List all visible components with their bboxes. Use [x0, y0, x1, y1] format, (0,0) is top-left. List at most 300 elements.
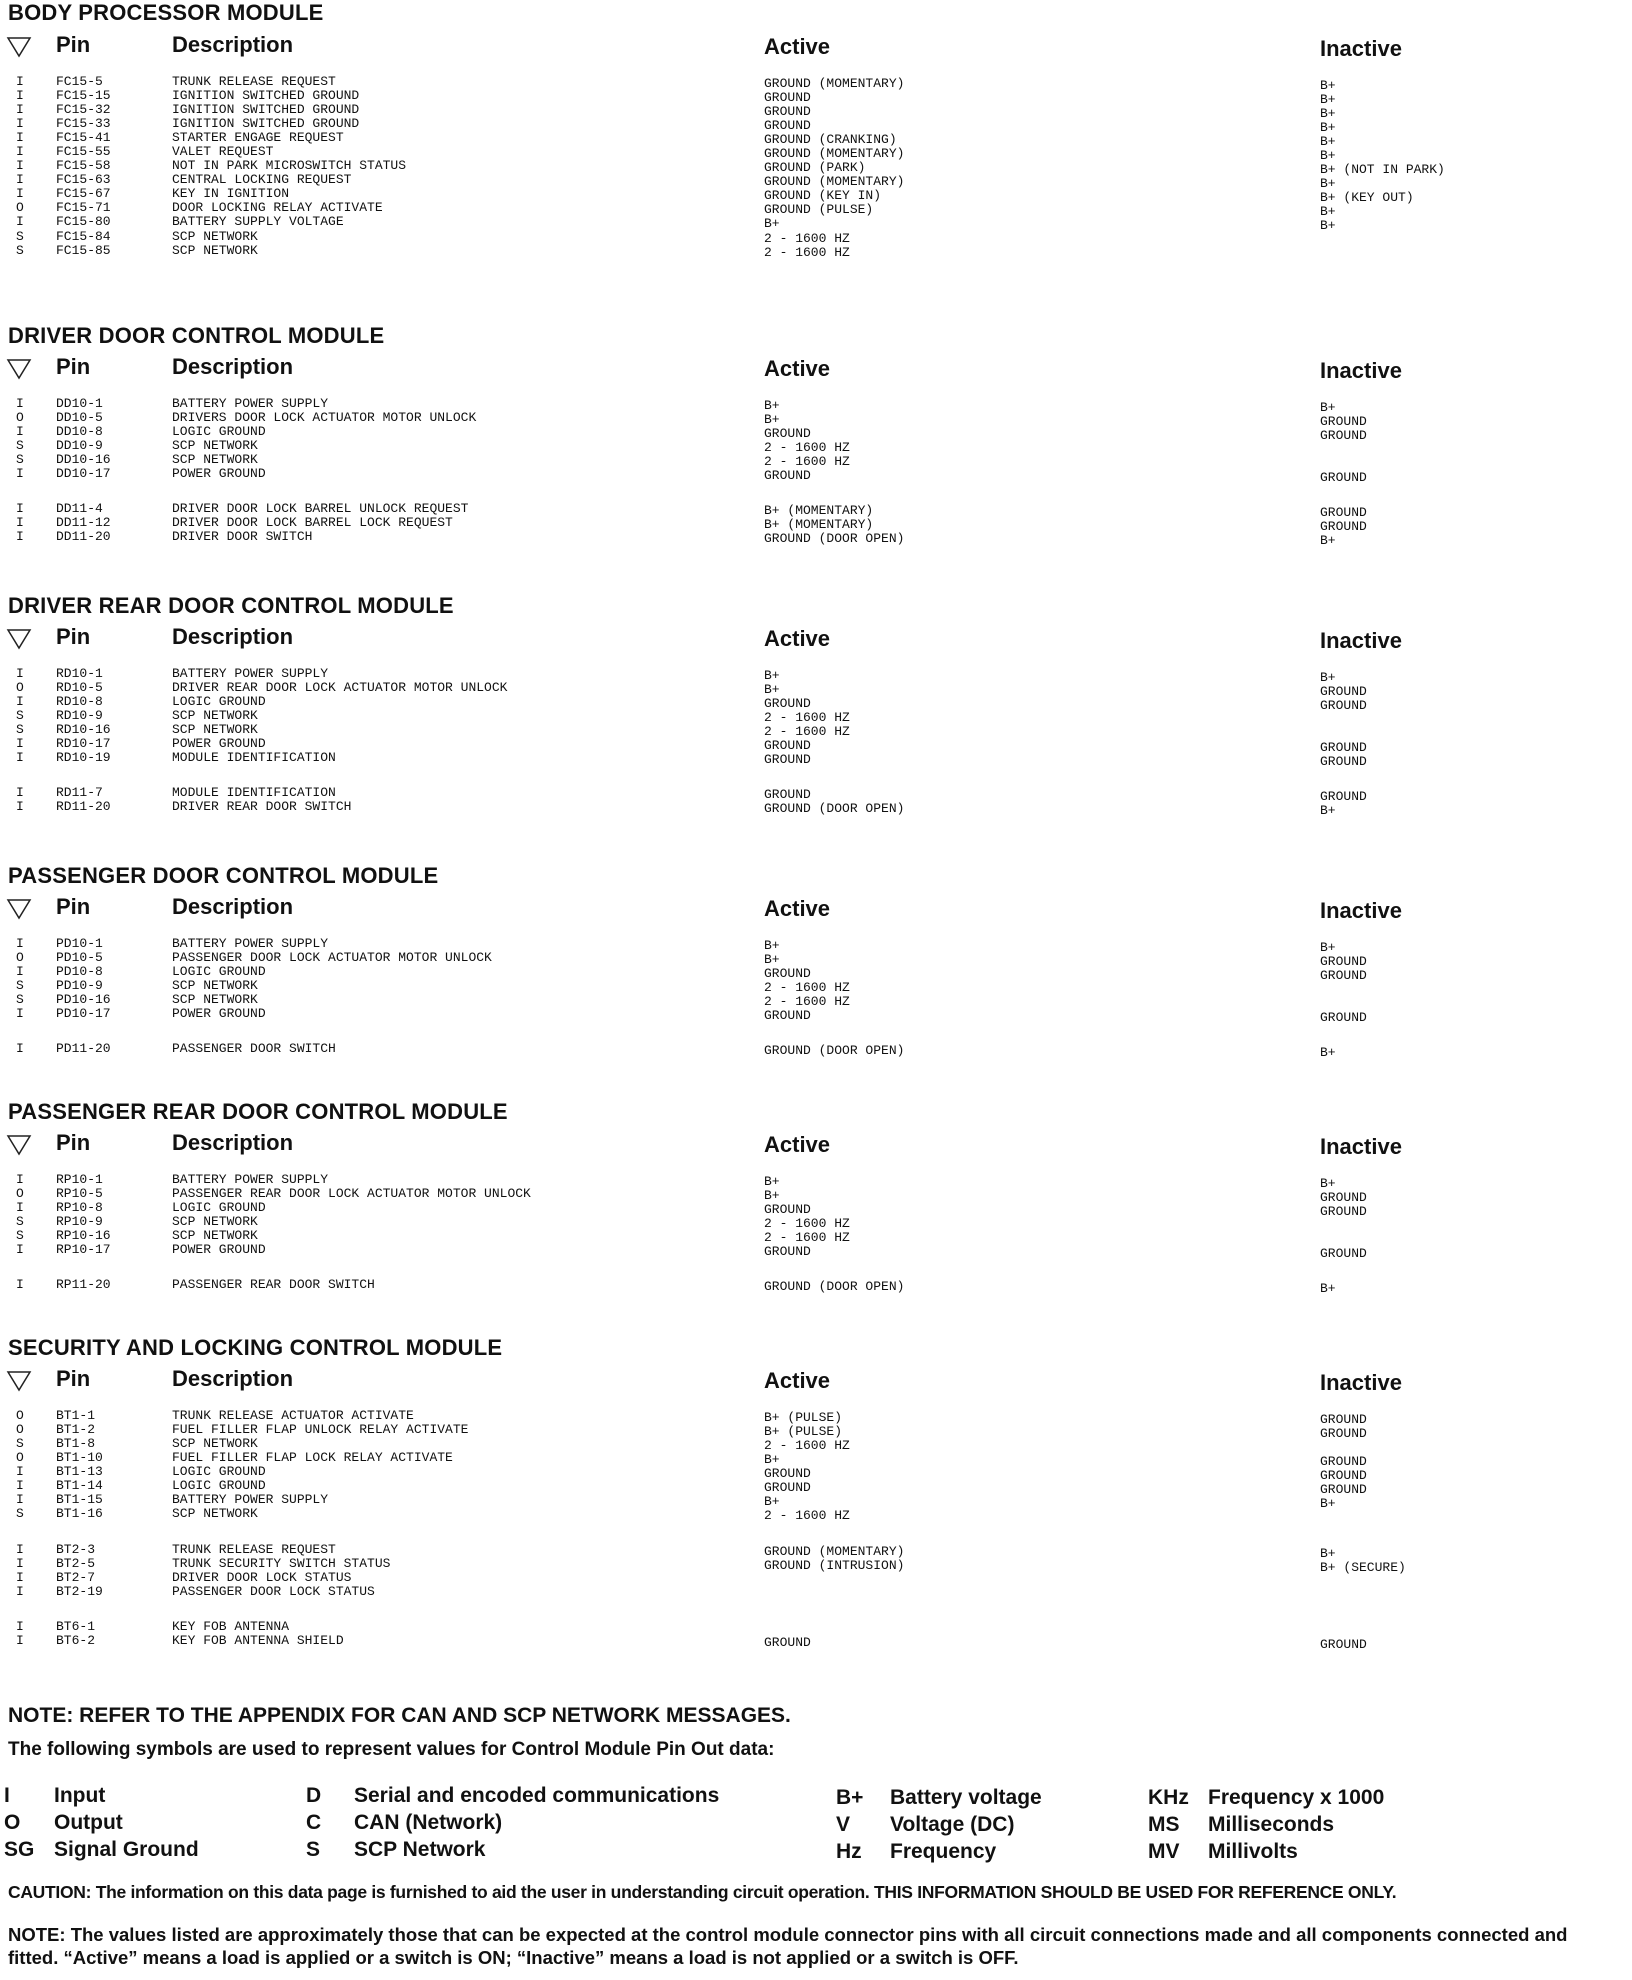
inactive-value: B+ — [1320, 106, 1336, 121]
pin-id: BT1-8 — [56, 1436, 96, 1451]
active-value: GROUND (MOMENTARY) — [764, 76, 905, 91]
pin-description: FUEL FILLER FLAP UNLOCK RELAY ACTIVATE — [172, 1422, 469, 1437]
section-title: PASSENGER REAR DOOR CONTROL MODULE — [8, 1099, 508, 1124]
legend-meaning: Frequency — [890, 1840, 997, 1863]
pin-description: IGNITION SWITCHED GROUND — [172, 102, 360, 117]
table-row — [0, 749, 1500, 769]
io-code: I — [16, 1492, 24, 1507]
pin-id: PD10-9 — [56, 978, 103, 993]
caution-note: CAUTION: The information on this data page is furnished to aid the user in understanding circuit operation. THIS INFORMATION SHOULD BE USED FOR REFERENCE ONLY. — [8, 1882, 1397, 1902]
inactive-value: GROUND — [1320, 954, 1367, 969]
pin-id: BT2-3 — [56, 1542, 96, 1557]
appendix-note: NOTE: REFER TO THE APPENDIX FOR CAN AND SCP NETWORK MESSAGES. — [8, 1704, 791, 1727]
active-value: GROUND — [764, 118, 811, 133]
pin-id: FC15-32 — [56, 102, 111, 117]
pin-id: RP10-16 — [56, 1228, 111, 1243]
pin-id: RD11-7 — [56, 785, 103, 800]
inactive-value: B+ — [1320, 670, 1336, 685]
table-row — [0, 1005, 1500, 1025]
table-row — [0, 242, 1500, 259]
pin-id: FC15-33 — [56, 116, 111, 131]
column-header-description: Description — [172, 354, 294, 379]
active-value: GROUND (MOMENTARY) — [764, 174, 905, 189]
pin-id: FC15-85 — [56, 243, 111, 258]
active-value: GROUND — [764, 468, 811, 483]
io-code: S — [16, 708, 24, 723]
io-code: I — [16, 1200, 24, 1215]
table-row — [0, 1241, 1500, 1261]
section-title: DRIVER DOOR CONTROL MODULE — [8, 323, 385, 348]
active-value: 2 - 1600 HZ — [764, 1230, 850, 1245]
pin-id: BT6-1 — [56, 1619, 96, 1634]
pin-id: DD10-8 — [56, 424, 103, 439]
io-code: O — [16, 1186, 24, 1201]
io-code: I — [16, 186, 24, 201]
legend-meaning: CAN (Network) — [354, 1811, 503, 1834]
pin-description: LOGIC GROUND — [172, 1464, 266, 1479]
io-code: I — [16, 785, 24, 800]
inactive-value: GROUND — [1320, 789, 1367, 804]
io-code: O — [16, 950, 24, 965]
inactive-value: B+ — [1320, 533, 1336, 548]
active-value: B+ — [764, 1452, 780, 1467]
io-code: I — [16, 750, 24, 765]
io-code: S — [16, 978, 24, 993]
active-value: GROUND — [764, 966, 811, 981]
legend-code: C — [306, 1811, 322, 1834]
pin-description: DRIVERS DOOR LOCK ACTUATOR MOTOR UNLOCK — [172, 410, 477, 425]
column-header-inactive: Inactive — [1320, 898, 1402, 923]
io-direction-icon — [6, 358, 34, 380]
io-code: S — [16, 1214, 24, 1229]
pin-id: RD10-9 — [56, 708, 103, 723]
pin-description: TRUNK RELEASE REQUEST — [172, 74, 336, 89]
io-code: I — [16, 1556, 24, 1571]
legend-code: D — [306, 1784, 322, 1807]
pin-id: RP10-17 — [56, 1242, 111, 1257]
inactive-value: B+ (SECURE) — [1320, 1560, 1406, 1575]
pin-description: DRIVER DOOR SWITCH — [172, 529, 313, 544]
pin-id: FC15-71 — [56, 200, 111, 215]
active-value: GROUND — [764, 696, 811, 711]
legend-meaning: Signal Ground — [54, 1838, 199, 1861]
io-code: I — [16, 88, 24, 103]
pin-description: BATTERY POWER SUPPLY — [172, 396, 329, 411]
active-value: B+ (MOMENTARY) — [764, 517, 874, 532]
legend-code: O — [4, 1811, 21, 1834]
io-direction-icon — [6, 1134, 34, 1156]
inactive-value: GROUND — [1320, 1454, 1367, 1469]
pin-description: POWER GROUND — [172, 466, 266, 481]
io-code: I — [16, 1633, 24, 1648]
pin-id: DD10-17 — [56, 466, 111, 481]
legend-code: B+ — [836, 1786, 864, 1809]
column-header-active: Active — [764, 1132, 831, 1157]
pin-description: PASSENGER REAR DOOR SWITCH — [172, 1277, 375, 1292]
legend-code: MS — [1148, 1813, 1180, 1836]
legend-meaning: Voltage (DC) — [890, 1813, 1015, 1836]
inactive-value: B+ — [1320, 218, 1336, 233]
pin-id: PD10-1 — [56, 936, 103, 951]
pin-id: RD10-5 — [56, 680, 103, 695]
io-direction-icon — [6, 36, 34, 58]
io-code: I — [16, 1242, 24, 1257]
io-code: I — [16, 74, 24, 89]
active-value: B+ — [764, 938, 780, 953]
column-header-description: Description — [172, 894, 294, 919]
pin-id: BT1-13 — [56, 1464, 103, 1479]
io-direction-icon — [6, 628, 34, 650]
section-title: BODY PROCESSOR MODULE — [8, 0, 324, 25]
io-code: I — [16, 1619, 24, 1634]
pin-id: RP10-1 — [56, 1172, 103, 1187]
pin-description: LOGIC GROUND — [172, 1200, 266, 1215]
active-value: GROUND — [764, 752, 811, 767]
active-value: GROUND (PULSE) — [764, 202, 874, 217]
pin-description: POWER GROUND — [172, 1242, 266, 1257]
legend-code: SG — [4, 1838, 35, 1861]
active-value: GROUND — [764, 104, 811, 119]
io-code: I — [16, 158, 24, 173]
io-code: S — [16, 992, 24, 1007]
pin-id: RD10-8 — [56, 694, 103, 709]
pin-description: POWER GROUND — [172, 1006, 266, 1021]
active-value: B+ (MOMENTARY) — [764, 503, 874, 518]
io-code: I — [16, 1570, 24, 1585]
active-value: 2 - 1600 HZ — [764, 1216, 850, 1231]
io-code: O — [16, 200, 24, 215]
pin-id: DD11-4 — [56, 501, 103, 516]
column-header-active: Active — [764, 626, 831, 651]
pin-id: DD10-1 — [56, 396, 103, 411]
table-row — [0, 1276, 1500, 1296]
pin-id: DD10-5 — [56, 410, 103, 425]
io-direction-icon — [6, 1370, 34, 1392]
io-code: O — [16, 1422, 24, 1437]
pin-id: BT1-15 — [56, 1492, 103, 1507]
inactive-value: B+ — [1320, 120, 1336, 135]
io-code: S — [16, 1506, 24, 1521]
pin-id: BT2-7 — [56, 1570, 96, 1585]
inactive-value: B+ — [1320, 176, 1336, 191]
io-code: I — [16, 396, 24, 411]
inactive-value: GROUND — [1320, 740, 1367, 755]
column-header-pin: Pin — [56, 624, 91, 649]
inactive-value: B+ (KEY OUT) — [1320, 190, 1414, 205]
active-value: B+ — [764, 1188, 780, 1203]
inactive-value: GROUND — [1320, 1426, 1367, 1441]
pin-description: TRUNK SECURITY SWITCH STATUS — [172, 1556, 391, 1571]
column-header-description: Description — [172, 32, 294, 57]
pin-description: SCP NETWORK — [172, 438, 258, 453]
inactive-value: GROUND — [1320, 1204, 1367, 1219]
inactive-value: GROUND — [1320, 754, 1367, 769]
pin-description: SCP NETWORK — [172, 243, 258, 258]
column-header-inactive: Inactive — [1320, 1370, 1402, 1395]
io-code: I — [16, 1172, 24, 1187]
active-value: 2 - 1600 HZ — [764, 994, 850, 1009]
pin-id: BT1-10 — [56, 1450, 103, 1465]
section-title: PASSENGER DOOR CONTROL MODULE — [8, 863, 439, 888]
legend-code: Hz — [836, 1840, 862, 1863]
legend-meaning: SCP Network — [354, 1838, 486, 1861]
legend-meaning: Milliseconds — [1208, 1813, 1335, 1836]
inactive-value: GROUND — [1320, 1010, 1367, 1025]
active-value: GROUND — [764, 1466, 811, 1481]
table-row — [0, 465, 1500, 485]
pin-id: RD10-17 — [56, 736, 111, 751]
inactive-value: B+ — [1320, 1281, 1336, 1296]
inactive-value: B+ (NOT IN PARK) — [1320, 162, 1445, 177]
pin-description: NOT IN PARK MICROSWITCH STATUS — [172, 158, 407, 173]
column-header-active: Active — [764, 896, 831, 921]
column-header-inactive: Inactive — [1320, 628, 1402, 653]
inactive-value: B+ — [1320, 204, 1336, 219]
active-value: GROUND — [764, 90, 811, 105]
pin-id: BT6-2 — [56, 1633, 96, 1648]
io-code: S — [16, 452, 24, 467]
column-header-pin: Pin — [56, 1366, 91, 1391]
active-value: 2 - 1600 HZ — [764, 980, 850, 995]
active-value: GROUND (PARK) — [764, 160, 866, 175]
inactive-value: B+ — [1320, 1176, 1336, 1191]
io-code: I — [16, 1542, 24, 1557]
io-code: O — [16, 1450, 24, 1465]
column-header-pin: Pin — [56, 894, 91, 919]
column-header-active: Active — [764, 356, 831, 381]
pin-description: SCP NETWORK — [172, 229, 258, 244]
io-code: I — [16, 214, 24, 229]
active-value: GROUND (MOMENTARY) — [764, 146, 905, 161]
column-header-inactive: Inactive — [1320, 1134, 1402, 1159]
inactive-value: B+ — [1320, 803, 1336, 818]
pin-description: IGNITION SWITCHED GROUND — [172, 88, 360, 103]
pin-description: SCP NETWORK — [172, 708, 258, 723]
pin-description: POWER GROUND — [172, 736, 266, 751]
inactive-value: GROUND — [1320, 1468, 1367, 1483]
io-code: I — [16, 116, 24, 131]
pin-id: FC15-15 — [56, 88, 111, 103]
io-code: I — [16, 1277, 24, 1292]
io-code: I — [16, 936, 24, 951]
active-value: B+ — [764, 398, 780, 413]
pin-description: MODULE IDENTIFICATION — [172, 750, 336, 765]
pin-id: DD11-12 — [56, 515, 111, 530]
io-code: I — [16, 144, 24, 159]
active-value: GROUND (MOMENTARY) — [764, 1544, 905, 1559]
active-value: B+ — [764, 1174, 780, 1189]
pin-description: SCP NETWORK — [172, 978, 258, 993]
inactive-value: GROUND — [1320, 414, 1367, 429]
inactive-value: B+ — [1320, 134, 1336, 149]
pin-description: PASSENGER REAR DOOR LOCK ACTUATOR MOTOR UNLOCK — [172, 1186, 531, 1201]
active-value: B+ — [764, 668, 780, 683]
pin-id: RD10-1 — [56, 666, 103, 681]
active-value: GROUND — [764, 1008, 811, 1023]
active-value: 2 - 1600 HZ — [764, 245, 850, 260]
io-code: S — [16, 229, 24, 244]
pin-id: BT1-16 — [56, 1506, 103, 1521]
active-value: GROUND — [764, 1202, 811, 1217]
io-code: I — [16, 666, 24, 681]
pin-description: DOOR LOCKING RELAY ACTIVATE — [172, 200, 383, 215]
pin-description: FUEL FILLER FLAP LOCK RELAY ACTIVATE — [172, 1450, 453, 1465]
pin-id: RP10-5 — [56, 1186, 103, 1201]
pin-description: STARTER ENGAGE REQUEST — [172, 130, 344, 145]
active-value: 2 - 1600 HZ — [764, 724, 850, 739]
active-value: GROUND (DOOR OPEN) — [764, 1279, 905, 1294]
io-code: I — [16, 1006, 24, 1021]
active-value: B+ (PULSE) — [764, 1424, 843, 1439]
pin-id: FC15-58 — [56, 158, 111, 173]
inactive-value: GROUND — [1320, 505, 1367, 520]
active-value: B+ — [764, 1494, 780, 1509]
pin-description: TRUNK RELEASE ACTUATOR ACTIVATE — [172, 1408, 414, 1423]
pin-description: LOGIC GROUND — [172, 964, 266, 979]
inactive-value: GROUND — [1320, 698, 1367, 713]
pin-description: LOGIC GROUND — [172, 1478, 266, 1493]
io-code: I — [16, 172, 24, 187]
inactive-value: B+ — [1320, 1045, 1336, 1060]
pin-description: DRIVER DOOR LOCK BARREL LOCK REQUEST — [172, 515, 453, 530]
pin-id: PD11-20 — [56, 1041, 111, 1056]
pin-description: SCP NETWORK — [172, 1436, 258, 1451]
pin-id: FC15-67 — [56, 186, 111, 201]
pin-description: KEY FOB ANTENNA — [172, 1619, 290, 1634]
pin-description: KEY IN IGNITION — [172, 186, 290, 201]
pin-id: PD10-8 — [56, 964, 103, 979]
inactive-value: GROUND — [1320, 1246, 1367, 1261]
io-code: I — [16, 736, 24, 751]
inactive-value: B+ — [1320, 940, 1336, 955]
io-code: I — [16, 1041, 24, 1056]
pin-id: FC15-84 — [56, 229, 111, 244]
io-code: O — [16, 680, 24, 695]
active-value: B+ — [764, 952, 780, 967]
active-value: B+ — [764, 216, 780, 231]
io-code: I — [16, 102, 24, 117]
legend-meaning: Millivolts — [1208, 1840, 1298, 1863]
pin-id: BT2-19 — [56, 1584, 103, 1599]
pin-description: KEY FOB ANTENNA SHIELD — [172, 1633, 344, 1648]
pin-description: SCP NETWORK — [172, 992, 258, 1007]
inactive-value: GROUND — [1320, 1637, 1367, 1652]
pin-id: FC15-63 — [56, 172, 111, 187]
inactive-value: GROUND — [1320, 470, 1367, 485]
column-header-inactive: Inactive — [1320, 358, 1402, 383]
pin-description: SCP NETWORK — [172, 722, 258, 737]
pin-description: DRIVER REAR DOOR SWITCH — [172, 799, 352, 814]
pin-id: RP10-9 — [56, 1214, 103, 1229]
table-row — [0, 528, 1500, 548]
active-value: GROUND — [764, 1635, 811, 1650]
symbols-intro: The following symbols are used to represent values for Control Module Pin Out data: — [8, 1739, 775, 1760]
pin-description: BATTERY POWER SUPPLY — [172, 1492, 329, 1507]
active-value: 2 - 1600 HZ — [764, 231, 850, 246]
column-header-active: Active — [764, 34, 831, 59]
pin-description: PASSENGER DOOR SWITCH — [172, 1041, 336, 1056]
io-code: I — [16, 466, 24, 481]
pin-id: BT2-5 — [56, 1556, 96, 1571]
active-value: 2 - 1600 HZ — [764, 710, 850, 725]
legend-code: KHz — [1148, 1786, 1189, 1809]
inactive-value: GROUND — [1320, 428, 1367, 443]
legend-meaning: Input — [54, 1784, 106, 1807]
pin-id: DD11-20 — [56, 529, 111, 544]
pin-description: LOGIC GROUND — [172, 694, 266, 709]
inactive-value: B+ — [1320, 78, 1336, 93]
inactive-value: GROUND — [1320, 968, 1367, 983]
inactive-value: GROUND — [1320, 684, 1367, 699]
active-value: GROUND — [764, 738, 811, 753]
inactive-value: GROUND — [1320, 519, 1367, 534]
pin-description: SCP NETWORK — [172, 1506, 258, 1521]
column-header-description: Description — [172, 1366, 294, 1391]
table-row — [0, 1632, 1500, 1652]
inactive-value: GROUND — [1320, 1190, 1367, 1205]
io-code: I — [16, 130, 24, 145]
pin-id: FC15-55 — [56, 144, 111, 159]
pin-id: PD10-5 — [56, 950, 103, 965]
legend-meaning: Serial and encoded communications — [354, 1784, 720, 1807]
io-code: I — [16, 694, 24, 709]
pin-description: SCP NETWORK — [172, 1214, 258, 1229]
pin-description: DRIVER DOOR LOCK BARREL UNLOCK REQUEST — [172, 501, 469, 516]
column-header-pin: Pin — [56, 1130, 91, 1155]
pin-description: SCP NETWORK — [172, 452, 258, 467]
active-value: GROUND — [764, 426, 811, 441]
pin-id: FC15-5 — [56, 74, 103, 89]
pin-description: DRIVER REAR DOOR LOCK ACTUATOR MOTOR UNLOCK — [172, 680, 508, 695]
pin-description: LOGIC GROUND — [172, 424, 266, 439]
io-code: S — [16, 243, 24, 258]
pin-id: DD10-16 — [56, 452, 111, 467]
io-code: I — [16, 964, 24, 979]
legend-code: S — [306, 1838, 321, 1861]
active-value: GROUND (CRANKING) — [764, 132, 897, 147]
inactive-value: B+ — [1320, 148, 1336, 163]
io-code: O — [16, 410, 24, 425]
pin-id: BT1-2 — [56, 1422, 96, 1437]
active-value: GROUND (INTRUSION) — [764, 1558, 905, 1573]
table-row — [0, 1040, 1500, 1060]
active-value: 2 - 1600 HZ — [764, 454, 850, 469]
active-value: GROUND (DOOR OPEN) — [764, 531, 905, 546]
pin-description: VALET REQUEST — [172, 144, 274, 159]
pin-id: FC15-80 — [56, 214, 111, 229]
pin-description: MODULE IDENTIFICATION — [172, 785, 336, 800]
active-value: GROUND — [764, 1480, 811, 1495]
inactive-value: GROUND — [1320, 1482, 1367, 1497]
legend-code: V — [836, 1813, 851, 1836]
io-code: I — [16, 515, 24, 530]
legend-code: I — [4, 1784, 10, 1807]
inactive-value: B+ — [1320, 92, 1336, 107]
table-row — [0, 1505, 1500, 1522]
pin-description: BATTERY POWER SUPPLY — [172, 936, 329, 951]
active-value: 2 - 1600 HZ — [764, 440, 850, 455]
inactive-value: GROUND — [1320, 1412, 1367, 1427]
pin-id: RD11-20 — [56, 799, 111, 814]
active-value: GROUND — [764, 787, 811, 802]
pin-description: SCP NETWORK — [172, 1228, 258, 1243]
section-title: DRIVER REAR DOOR CONTROL MODULE — [8, 593, 454, 618]
active-value: 2 - 1600 HZ — [764, 1438, 850, 1453]
pin-description: PASSENGER DOOR LOCK STATUS — [172, 1584, 375, 1599]
io-code: I — [16, 424, 24, 439]
pin-id: RP11-20 — [56, 1277, 111, 1292]
io-code: I — [16, 799, 24, 814]
